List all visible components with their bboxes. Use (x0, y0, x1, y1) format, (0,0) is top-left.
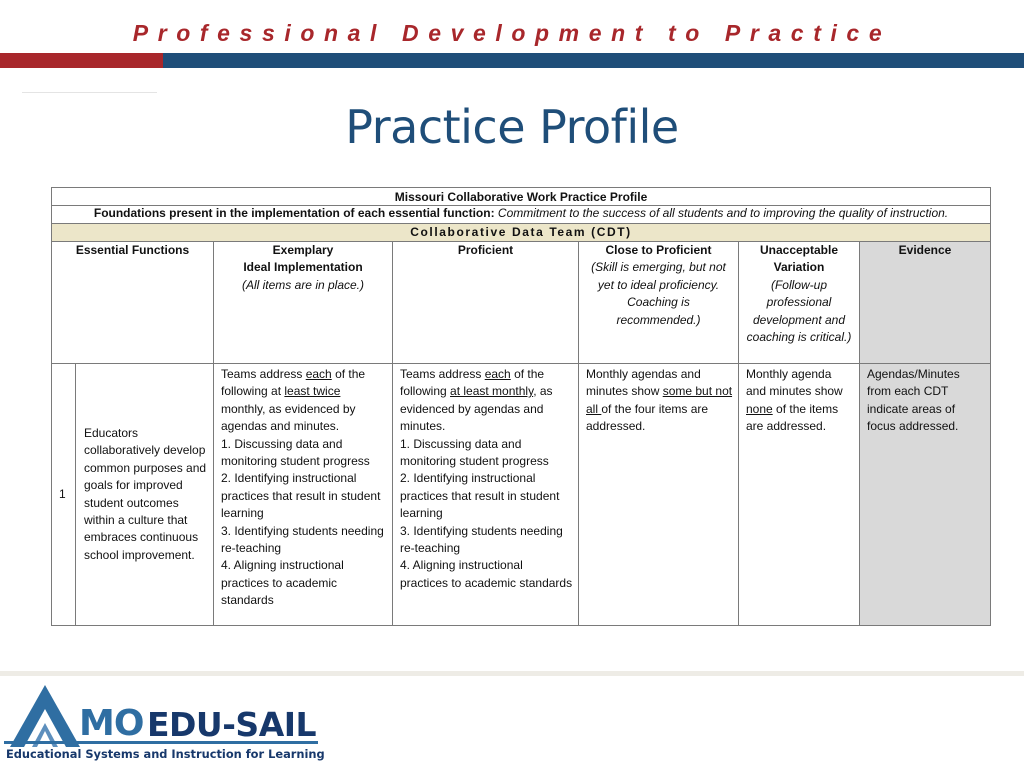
proficient-text: Teams address each of the following at least monthly, as evidenced by agendas and minutes. (400, 367, 553, 434)
table-row (52, 364, 991, 626)
col-header-close (579, 242, 739, 364)
header-proficient-label: Proficient (457, 243, 514, 257)
header-exemplary-note: (All items are in place.) (241, 277, 365, 292)
divider-line (22, 92, 157, 93)
col-header-unacceptable (739, 242, 860, 364)
header-unacceptable-note: (Follow-up professional development and coaching is critical.) (746, 277, 852, 345)
exemplary-text: Teams address each of the following at least twice monthly, as evidenced by agendas and minutes. (221, 367, 366, 434)
foundations-row (52, 206, 991, 224)
footer-bar (0, 671, 1024, 676)
foundations-text: Commitment to the success of all students and to improving the quality of instruction. (497, 206, 949, 220)
col-header-exemplary (214, 242, 393, 364)
header-unacceptable-title: Unacceptable Variation (759, 243, 839, 275)
header-close-note: (Skill is emerging, but not yet to ideal proficiency. Coaching is recommended.) (591, 260, 726, 327)
header-close-title: Close to Proficient (605, 243, 712, 257)
unacceptable-cell: Monthly agenda and minutes show none of the items are addressed. (739, 364, 860, 626)
essential-function-cell: Educators collaboratively develop common purposes and goals for improved student outcomes within a culture that embraces continuous school improvement. (76, 364, 214, 626)
col-header-essential (52, 242, 214, 364)
col-header-proficient (393, 242, 579, 364)
logo-mo-text: MO (79, 703, 144, 744)
proficient-item: 4. Aligning instructional practices to academic standards (400, 558, 573, 590)
proficient-cell (393, 364, 579, 626)
slide-banner: Professional Development to Practice (132, 20, 892, 46)
table-title: Missouri Collaborative Work Practice Profile (52, 188, 991, 206)
header-row (52, 242, 991, 364)
header-essential-label: Essential Functions (75, 243, 190, 257)
col-header-evidence (860, 242, 991, 364)
practice-profile-table (51, 187, 991, 626)
header-exemplary-title: Exemplary (272, 243, 334, 257)
section-row (52, 224, 991, 242)
foundations-label: Foundations present in the implementation of each essential function: (93, 206, 495, 220)
header-bar-red (0, 53, 163, 68)
exemplary-cell (214, 364, 393, 626)
logo-edu-sail-text: EDU-SAIL (147, 705, 317, 744)
exemplary-item: 2. Identifying instructional practices that result in student learning (221, 471, 381, 521)
exemplary-item: 4. Aligning instructional practices to academic standards (221, 558, 344, 608)
evidence-cell: Agendas/Minutes from each CDT indicate areas of focus addressed. (860, 364, 991, 626)
section-heading: Collaborative Data Team (CDT) (52, 224, 991, 242)
row-number: 1 (52, 364, 76, 626)
proficient-item: 3. Identifying students needing re-teaching (400, 523, 563, 556)
header-evidence-label: Evidence (898, 243, 952, 257)
close-to-proficient-cell: Monthly agendas and minutes show some but not all of the four items are addressed. (579, 364, 739, 626)
foundations-cell (52, 206, 991, 224)
exemplary-item: 3. Identifying students needing re-teaching (221, 523, 384, 556)
exemplary-item: 1. Discussing data and monitoring student progress (221, 436, 370, 469)
proficient-item: 2. Identifying instructional practices that result in student learning (400, 471, 560, 521)
proficient-item: 1. Discussing data and monitoring student progress (400, 436, 549, 469)
header-exemplary-sub: Ideal Implementation (243, 260, 363, 275)
page-title: Practice Profile (345, 100, 679, 154)
logo-tagline: Educational Systems and Instruction for Learning (6, 747, 325, 761)
header-bar-blue (163, 53, 1024, 68)
table-title-row (52, 188, 991, 206)
